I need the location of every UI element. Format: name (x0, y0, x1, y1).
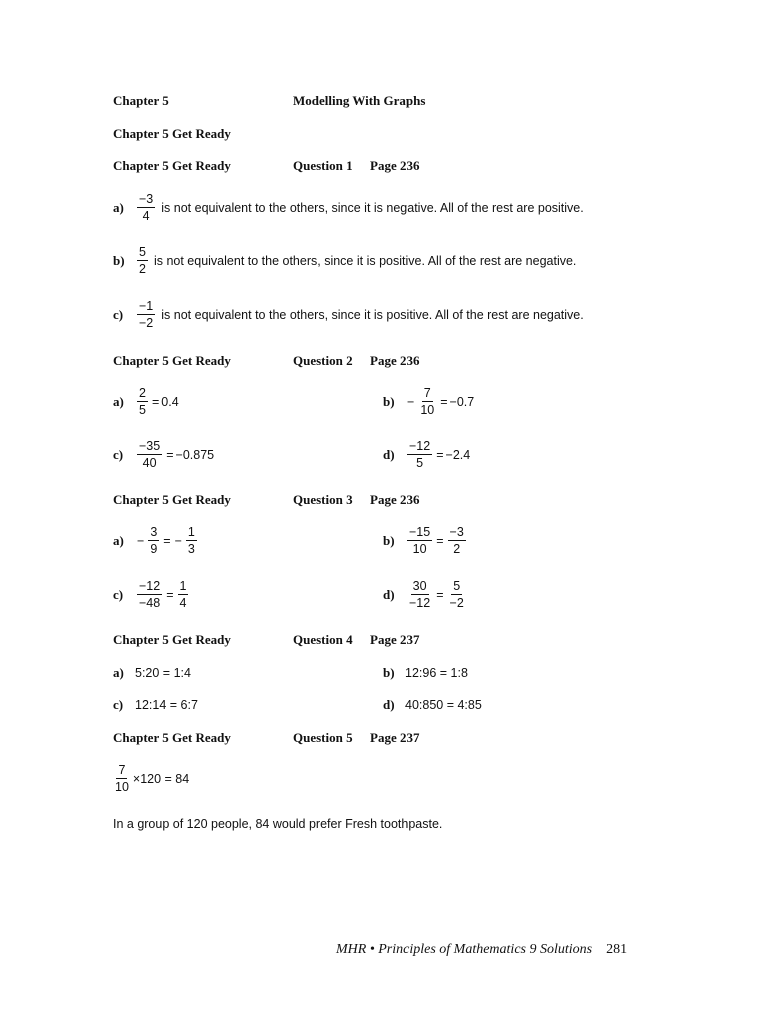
q2-item-c: c) $\frac{-35}{40}$ = −0.875 (113, 439, 215, 470)
q2-item-a: a) $\frac{2}{5}$ = 0.4 (113, 386, 179, 417)
q5-answer: In a group of 120 people, 84 would prefer Fresh toothpaste. (113, 817, 443, 831)
q3-item-b: b) $\frac{-15}{10}$ = $\frac{-3}{2}$ (383, 525, 464, 556)
chapter-label: Chapter 5 (113, 93, 169, 108)
q2-item-d: d) $\frac{-12}{5}$ = −2.4 (383, 439, 471, 470)
ratio: 12:96 = 1:8 (405, 666, 468, 680)
q4-section: Chapter 5 Get Ready (113, 632, 231, 647)
fraction: $\frac{1}{3}$ (187, 525, 195, 556)
q4-item-d (383, 697, 482, 713)
item-label: d) (383, 697, 395, 712)
fraction: $\frac{-12}{-48}$ (139, 579, 161, 610)
fraction: $\frac{7}{10}$ (420, 386, 435, 417)
item-label: d) (383, 586, 395, 602)
fraction: $\frac{30}{-12}$ (409, 579, 431, 610)
q5-section: Chapter 5 Get Ready (113, 730, 231, 745)
item-label: a) (113, 199, 124, 215)
q1-page: Page 236 (370, 158, 420, 173)
q2-item-b: b) − $\frac{7}{10}$ = −0.7 (383, 386, 475, 417)
q3-page: Page 236 (370, 492, 420, 507)
page-footer (336, 942, 627, 958)
q2-page: Page 236 (370, 353, 420, 368)
fraction: $\frac{5}{-2}$ (449, 579, 464, 610)
fraction: $\frac{2}{5}$ (139, 386, 146, 417)
q1-item-a (113, 192, 584, 223)
q4-item-b (383, 665, 468, 681)
ratio: 12:14 = 6:7 (135, 698, 198, 712)
q1-item-b (113, 245, 576, 276)
fraction: $\frac{-12}{5}$ (409, 439, 431, 470)
item-label: d) (383, 446, 395, 462)
q3-number: Question 3 (293, 492, 353, 507)
q5-number: Question 5 (293, 730, 353, 745)
item-label: b) (383, 532, 395, 548)
item-label: b) (383, 665, 395, 680)
fraction: $\frac{1}{4}$ (179, 579, 187, 610)
footer-text: MHR • Principles of Mathematics 9 Solutions (336, 942, 593, 957)
q3-item-d: d) $\frac{30}{-12}$ = $\frac{5}{-2}$ (383, 579, 464, 610)
fraction: $\frac{-35}{40}$ (139, 439, 161, 470)
fraction: $\frac{-3}{2}$ (449, 525, 464, 556)
q5-page: Page 237 (370, 730, 420, 745)
ratio: 5:20 = 1:4 (135, 666, 191, 680)
ratio: 40:850 = 4:85 (405, 698, 482, 712)
fraction: $\frac{-1}{-2}$ (139, 299, 154, 330)
q1-item-c (113, 299, 584, 330)
chapter-title: Modelling With Graphs (293, 93, 426, 108)
item-label: a) (113, 532, 124, 548)
item-label: c) (113, 446, 124, 462)
page-number: 281 (606, 942, 628, 957)
q1-section: Chapter 5 Get Ready (113, 158, 231, 173)
q2-number: Question 2 (293, 353, 353, 368)
item-text: is not equivalent to the others, since it is positive. All of the rest are negative. (161, 307, 584, 322)
q4-number: Question 4 (293, 632, 353, 647)
fraction: $\frac{7}{10}$ (115, 763, 129, 794)
q3-item-a: a) − $\frac{3}{9}$ = − $\frac{1}{3}$ (113, 525, 195, 556)
item-label: c) (113, 306, 124, 322)
fraction: $\frac{3}{9}$ (150, 525, 158, 556)
q5-expression: $\frac{7}{10}$ ×120 = 84 (115, 763, 190, 794)
item-label: b) (113, 252, 125, 268)
fraction: $\frac{5}{2}$ (139, 245, 146, 276)
q2-section: Chapter 5 Get Ready (113, 353, 231, 368)
item-label: c) (113, 697, 124, 712)
item-label: c) (113, 586, 124, 602)
q3-section: Chapter 5 Get Ready (113, 492, 231, 507)
q4-page: Page 237 (370, 632, 420, 647)
q4-item-c (113, 697, 198, 713)
section-title: Chapter 5 Get Ready (113, 126, 231, 141)
item-label: a) (113, 665, 124, 680)
q1-number: Question 1 (293, 158, 353, 173)
item-text: is not equivalent to the others, since it is negative. All of the rest are positive. (161, 200, 584, 215)
item-text: is not equivalent to the others, since it is positive. All of the rest are negative. (153, 253, 577, 268)
q4-item-a (113, 665, 191, 681)
fraction: $\frac{-15}{10}$ (409, 525, 431, 556)
item-label: b) (383, 393, 395, 409)
fraction: $\frac{-3}{4}$ (139, 192, 154, 223)
item-label: a) (113, 393, 124, 409)
q3-item-c: c) $\frac{-12}{-48}$ = $\frac{1}{4}$ (113, 579, 187, 610)
